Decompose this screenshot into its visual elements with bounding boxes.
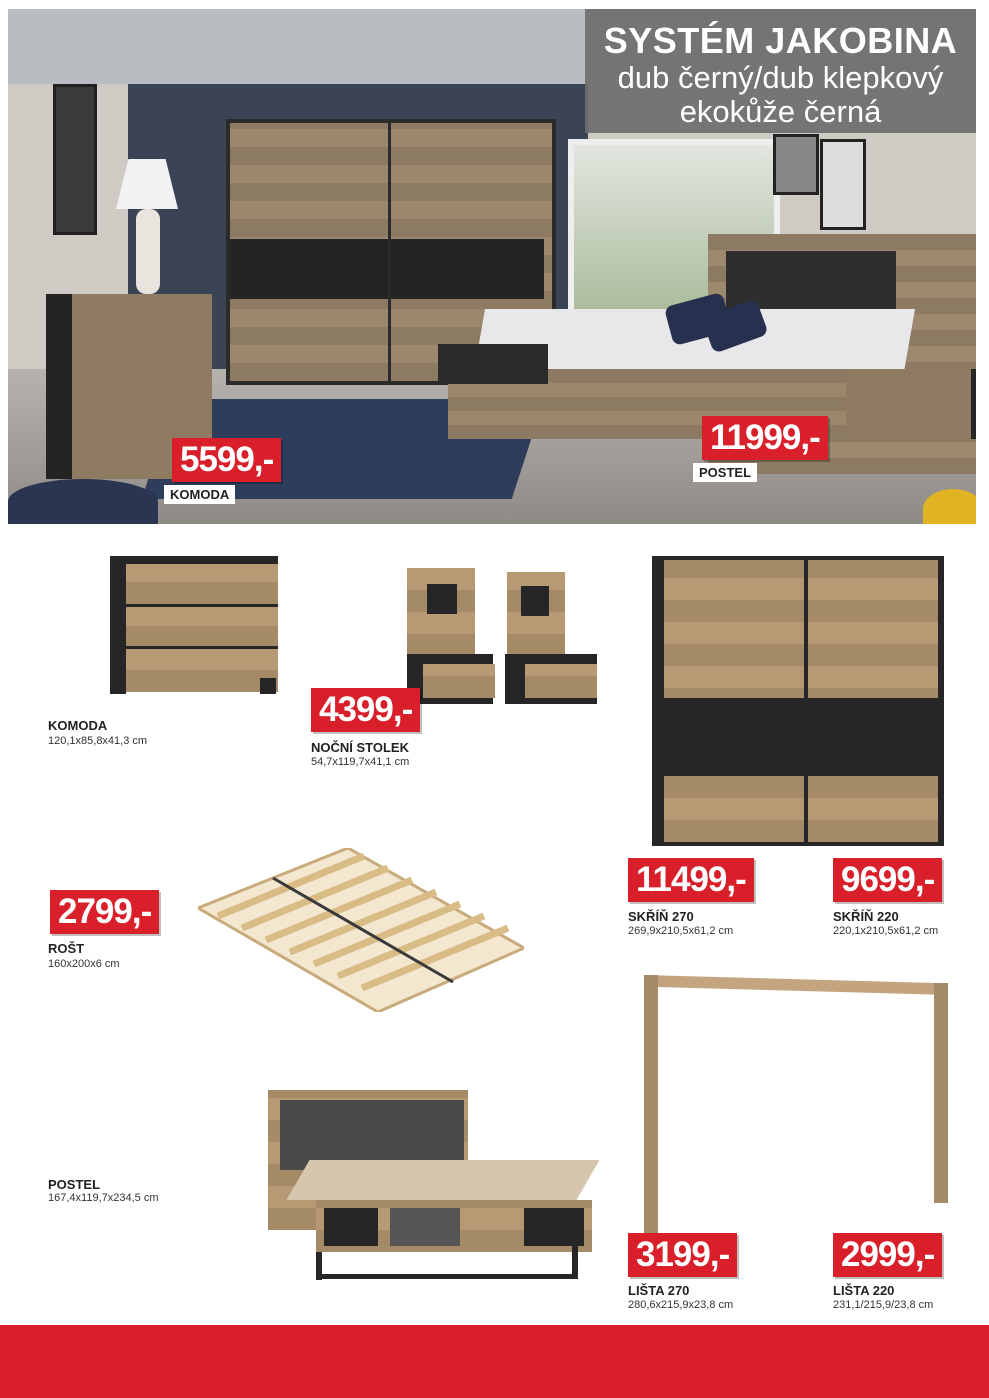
hero-lamp-base	[136, 209, 160, 294]
lista220-dims: 231,1/215,9/23,8 cm	[833, 1299, 934, 1311]
postel-name: POSTEL	[48, 1177, 101, 1192]
hero-komoda-label: KOMODA	[164, 485, 235, 504]
hero-wardrobe-split	[388, 119, 391, 381]
skrin270-price: 11499,-	[628, 858, 754, 902]
nocni-stolek-name: NOČNÍ STOLEK	[311, 740, 409, 755]
skrin270-dims: 269,9x210,5x61,2 cm	[628, 925, 734, 937]
komoda-name: KOMODA	[48, 718, 108, 733]
rost-image	[198, 848, 524, 1012]
nocni-stolek-price: 4399,-	[311, 688, 420, 732]
hero-wardrobe-band	[230, 239, 544, 299]
skrin220-dims: 220,1x210,5x61,2 cm	[833, 925, 939, 937]
lista270-price: 3199,-	[628, 1233, 737, 1277]
nocni-stolek-dims: 54,7x119,7x41,1 cm	[311, 756, 410, 768]
komoda-dims: 120,1x85,8x41,3 cm	[48, 735, 148, 747]
skrin220-name: SKŘÍŇ 220	[833, 909, 899, 924]
skrin220-price: 9699,-	[833, 858, 942, 902]
lista270-dims: 280,6x215,9x23,8 cm	[628, 1299, 734, 1311]
footer-bar	[0, 1325, 989, 1398]
komoda-image	[110, 556, 278, 694]
postel-dims: 167,4x119,7x234,5 cm	[48, 1192, 159, 1204]
hero-floor-cushion-2	[923, 489, 976, 524]
skrin-image	[652, 556, 944, 846]
page-title: SYSTÉM JAKOBINA	[603, 20, 958, 61]
hero-komoda-price: 5599,-	[172, 438, 281, 482]
rost-price: 2799,-	[50, 890, 159, 934]
hero-floor-cushion	[8, 479, 158, 524]
rost-name: ROŠT	[48, 941, 85, 956]
hero-wall-picture-3	[820, 139, 866, 230]
rost-dims: 160x200x6 cm	[48, 958, 120, 970]
hero-bench	[438, 344, 548, 384]
lista220-price: 2999,-	[833, 1233, 942, 1277]
postel-image	[268, 1090, 592, 1280]
lista270-name: LIŠTA 270	[628, 1283, 690, 1298]
nocni-stolek-image	[405, 568, 597, 708]
page-subtitle-1: dub černý/dub klepkový	[617, 60, 944, 95]
hero-wall-picture-2	[773, 134, 819, 195]
lista220-name: LIŠTA 220	[833, 1283, 895, 1298]
hero-wall-picture	[53, 84, 97, 235]
skrin270-name: SKŘÍŇ 270	[628, 909, 694, 924]
page-subtitle-2: ekokůže černá	[679, 94, 882, 129]
hero-postel-label: POSTEL	[693, 463, 757, 482]
lista-image	[636, 965, 952, 1265]
hero-postel-price: 11999,-	[702, 416, 828, 460]
title-box	[585, 9, 976, 133]
hero-nightstand	[846, 369, 976, 439]
